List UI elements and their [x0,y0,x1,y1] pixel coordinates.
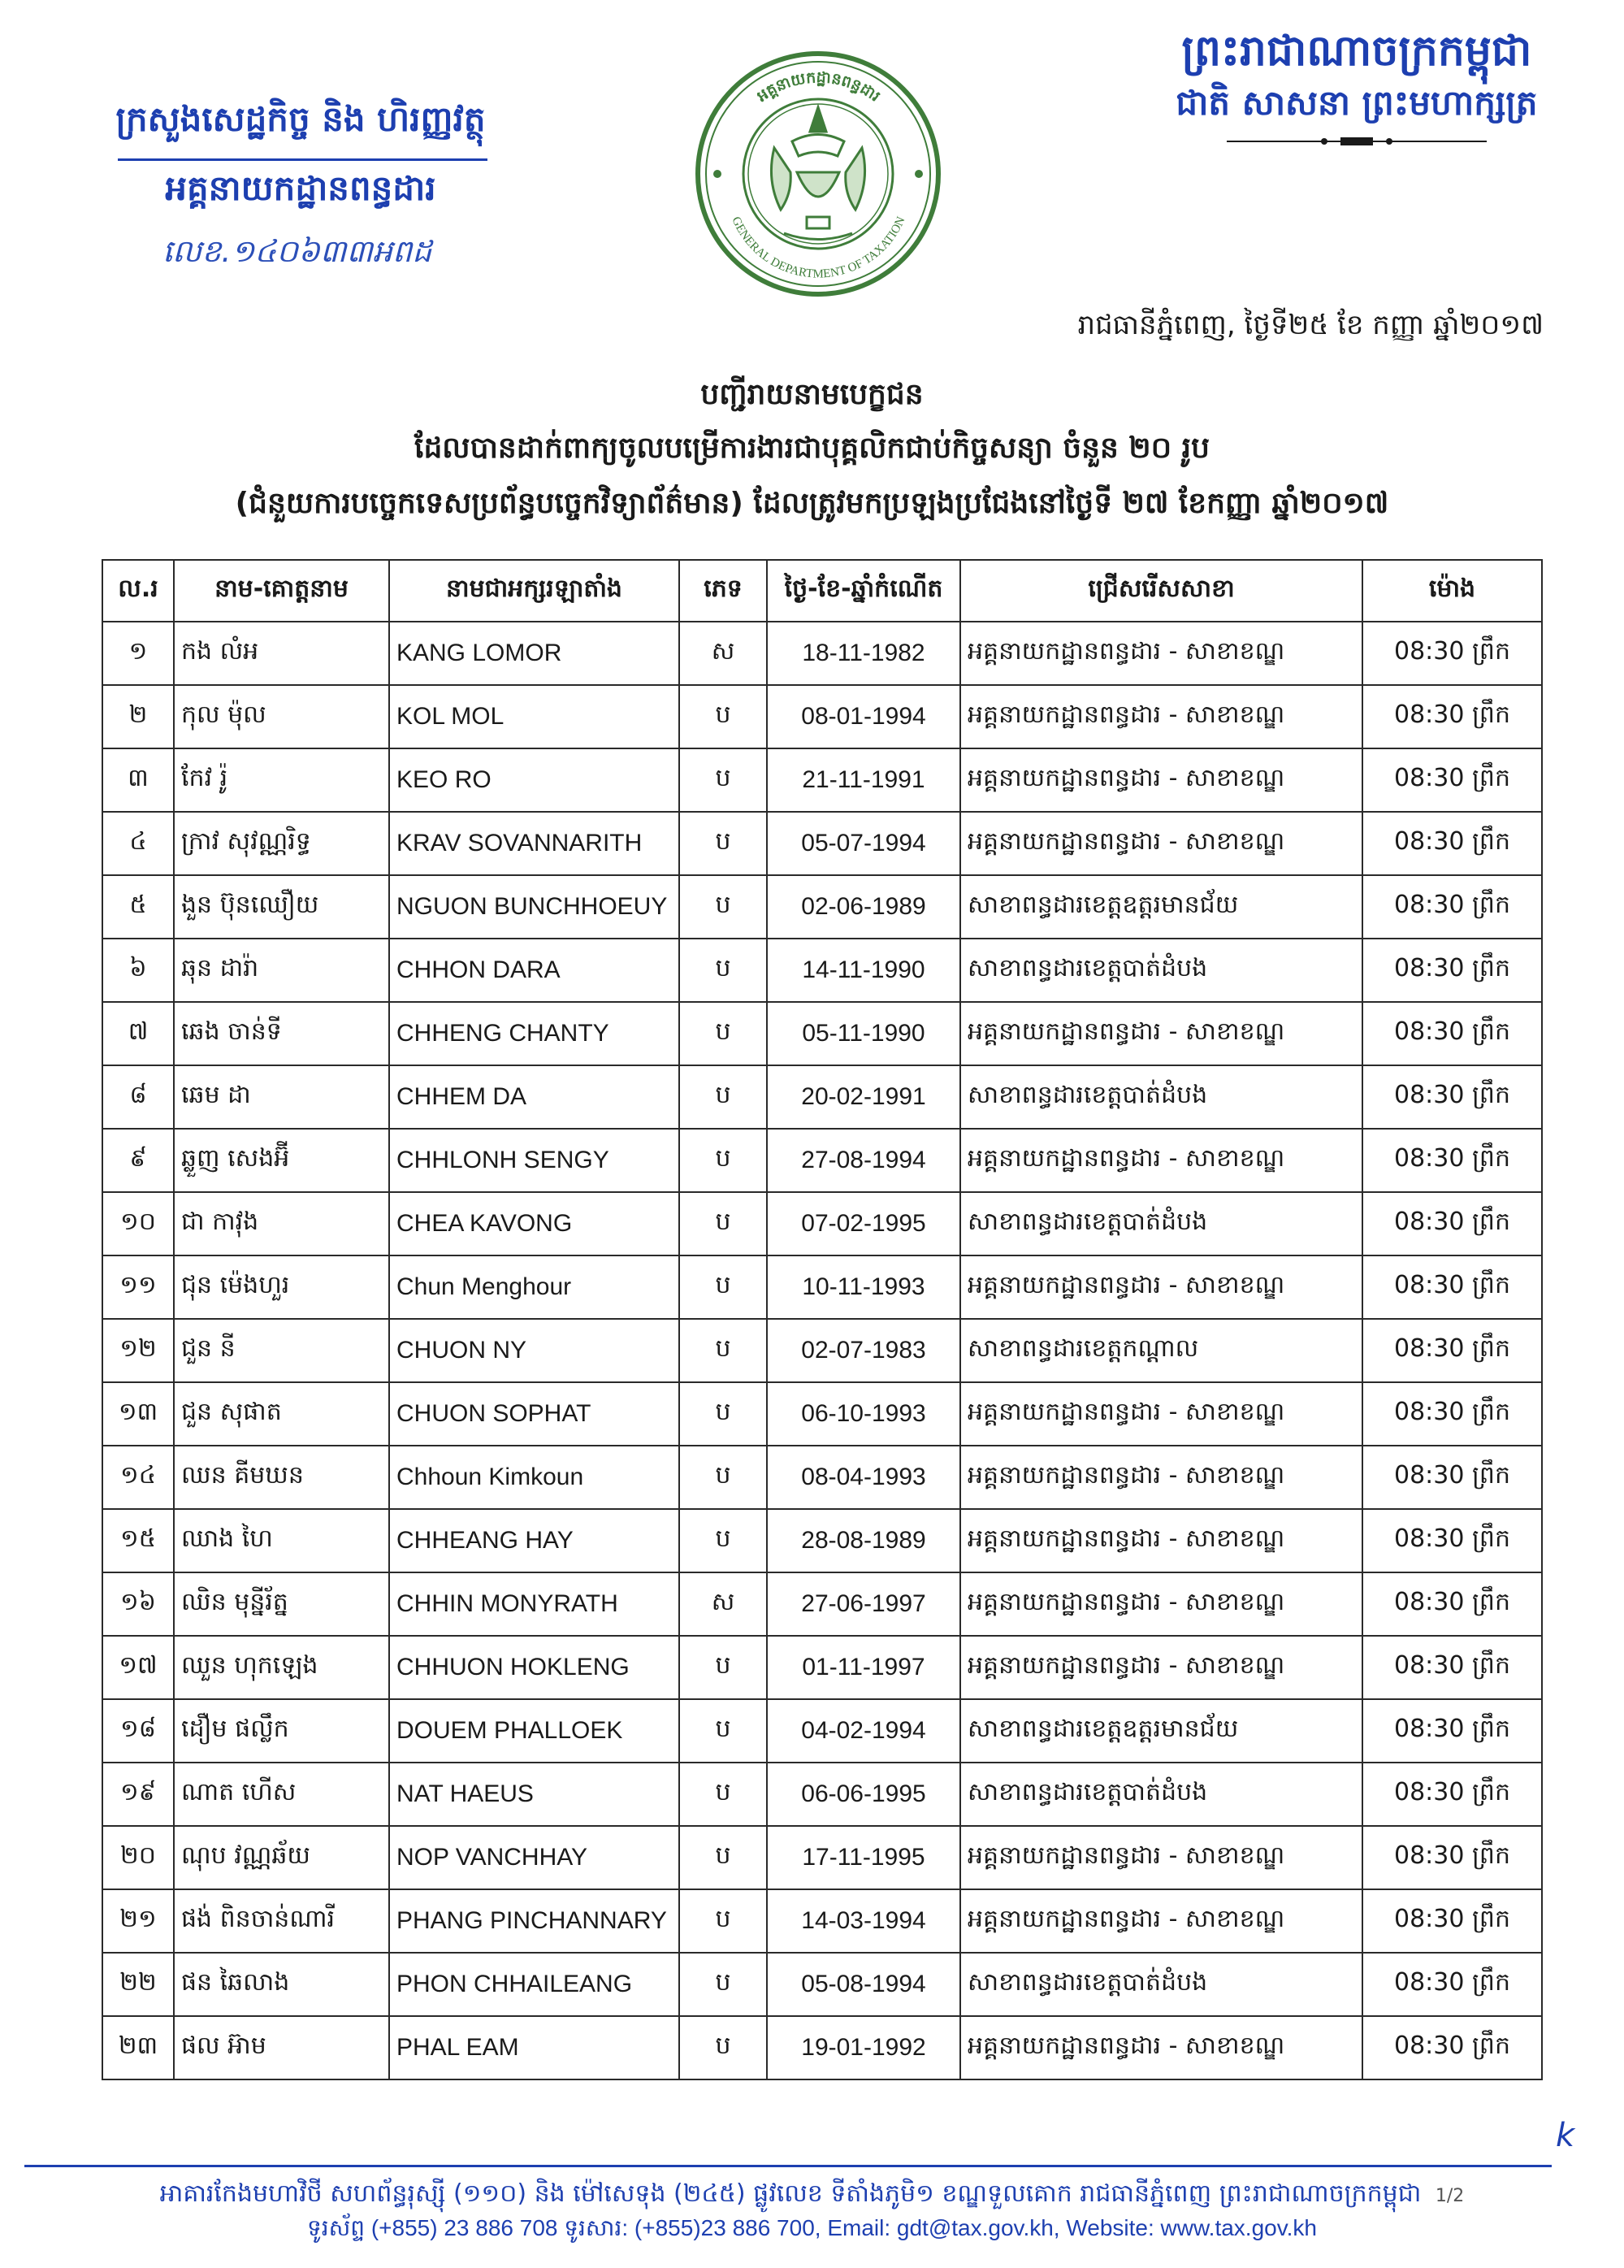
row-number-cell: ១៥ [102,1509,174,1572]
birth-date-cell: 02-07-1983 [767,1319,960,1382]
table-row [102,1002,1542,1065]
sex-cell: ប [679,1509,767,1572]
column-header-branch: ជ្រើសរើសសាខា [960,560,1362,622]
exam-time-cell: 08:30 ព្រឹក [1362,1509,1542,1572]
birth-date-cell: 04-02-1994 [767,1699,960,1763]
branch-cell: អគ្គនាយកដ្ឋានពន្ធដារ - សាខាខណ្ឌ [960,1255,1362,1319]
footer-address [0,2178,1624,2214]
birth-date-cell: 06-10-1993 [767,1382,960,1446]
latin-name-cell: CHHON DARA [389,939,679,1002]
birth-date-cell: 27-08-1994 [767,1129,960,1192]
table-row [102,1319,1542,1382]
table-row [102,1636,1542,1699]
latin-name-cell: CHUON SOPHAT [389,1382,679,1446]
khmer-name-cell: ជា កាវុង [174,1192,389,1255]
latin-name-cell: CHEA KAVONG [389,1192,679,1255]
row-number-cell: ២ [102,685,174,748]
department-name: អគ្គនាយកដ្ឋានពន្ធដារ [165,168,436,208]
sex-cell: ស [679,1572,767,1636]
khmer-name-cell: ដឿម ផល្លឹក [174,1699,389,1763]
table-row [102,875,1542,939]
branch-cell: អគ្គនាយកដ្ឋានពន្ធដារ - សាខាខណ្ឌ [960,1889,1362,1953]
column-header-number: ល.រ [102,560,174,622]
birth-date-cell: 19-01-1992 [767,2016,960,2079]
latin-name-cell: DOUEM PHALLOEK [389,1699,679,1763]
department-seal [695,50,942,298]
row-number-cell: ២២ [102,1953,174,2016]
birth-date-cell: 14-11-1990 [767,939,960,1002]
latin-name-cell: CHHEM DA [389,1065,679,1129]
column-header-time: ម៉ោង [1362,560,1542,622]
sex-cell: ប [679,1002,767,1065]
ministry-name: ក្រសួងសេដ្ឋកិច្ច និង ហិរញ្ញវត្ថុ [115,99,486,139]
khmer-name-cell: ឆេម ដា [174,1065,389,1129]
row-number-cell: ៤ [102,812,174,875]
sex-cell: ប [679,1065,767,1129]
table-row [102,1129,1542,1192]
row-number-cell: ១០ [102,1192,174,1255]
exam-time-cell: 08:30 ព្រឹក [1362,1319,1542,1382]
exam-time-cell: 08:30 ព្រឹក [1362,1763,1542,1826]
birth-date-cell: 05-07-1994 [767,812,960,875]
branch-cell: អគ្គនាយកដ្ឋានពន្ធដារ - សាខាខណ្ឌ [960,1446,1362,1509]
khmer-name-cell: ផល អ៊ាម [174,2016,389,2079]
exam-time-cell: 08:30 ព្រឹក [1362,1889,1542,1953]
branch-cell: សាខាពន្ធដារខេត្តបាត់ដំបង [960,939,1362,1002]
latin-name-cell: KEO RO [389,748,679,812]
row-number-cell: ១១ [102,1255,174,1319]
birth-date-cell: 05-11-1990 [767,1002,960,1065]
row-number-cell: ៩ [102,1129,174,1192]
table-row [102,1699,1542,1763]
branch-cell: សាខាពន្ធដារខេត្តឧត្តរមានជ័យ [960,1699,1362,1763]
table-row [102,2016,1542,2079]
row-number-cell: ១៣ [102,1382,174,1446]
table-row [102,1826,1542,1889]
latin-name-cell: NAT HAEUS [389,1763,679,1826]
exam-time-cell: 08:30 ព្រឹក [1362,748,1542,812]
row-number-cell: ៥ [102,875,174,939]
place-and-date: រាជធានីភ្នំពេញ, ថ្ងៃទី២៥ ខែ កញ្ញា ឆ្នាំ២០១៧ [1077,309,1544,341]
exam-time-cell: 08:30 ព្រឹក [1362,622,1542,685]
table-row [102,1382,1542,1446]
birth-date-cell: 08-01-1994 [767,685,960,748]
branch-cell: អគ្គនាយកដ្ឋានពន្ធដារ - សាខាខណ្ឌ [960,685,1362,748]
khmer-name-cell: កុល ម៉ុល [174,685,389,748]
khmer-name-cell: ផង់ ពិនចាន់ណារី [174,1889,389,1953]
kingdom-title: ព្រះរាជាណាចក្រកម្ពុជា [1181,27,1532,76]
ministry-divider [118,158,487,161]
sex-cell: ប [679,939,767,1002]
branch-cell: អគ្គនាយកដ្ឋានពន្ធដារ - សាខាខណ្ឌ [960,622,1362,685]
exam-time-cell: 08:30 ព្រឹក [1362,1636,1542,1699]
branch-cell: អគ្គនាយកដ្ឋានពន្ធដារ - សាខាខណ្ឌ [960,1382,1362,1446]
list-subtitle: ដែលបានដាក់ពាក្យចូលបម្រើការងារជាបុគ្គលិកជាប់កិច្ចសន្យា ចំនួន ២០ រូប [414,431,1210,465]
khmer-name-cell: ក្រាវ សុវណ្ណរិទ្ធ [174,812,389,875]
exam-time-cell: 08:30 ព្រឹក [1362,2016,1542,2079]
table-row [102,1953,1542,2016]
sex-cell: ប [679,1826,767,1889]
khmer-name-cell: ជួន នី [174,1319,389,1382]
latin-name-cell: PHAL EAM [389,2016,679,2079]
branch-cell: អគ្គនាយកដ្ឋានពន្ធដារ - សាខាខណ្ឌ [960,1826,1362,1889]
latin-name-cell: PHON CHHAILEANG [389,1953,679,2016]
birth-date-cell: 20-02-1991 [767,1065,960,1129]
sex-cell: ប [679,812,767,875]
table-row [102,1509,1542,1572]
table-row [102,1192,1542,1255]
list-subtitle-detail: (ជំនួយការបច្ចេកទេសប្រព័ន្ធបច្ចេកវិទ្យាព័ត៌មាន) ដែលត្រូវមកប្រឡងប្រជែងនៅថ្ងៃទី ២៧ ខែកញ្ញា ឆ្នាំ២០១៧ [235,487,1389,520]
branch-cell: សាខាពន្ធដារខេត្តកណ្តាល [960,1319,1362,1382]
khmer-name-cell: ជុន ម៉េងហួរ [174,1255,389,1319]
table-row [102,812,1542,875]
latin-name-cell: CHHLONH SENGY [389,1129,679,1192]
birth-date-cell: 08-04-1993 [767,1446,960,1509]
sex-cell: ប [679,1889,767,1953]
table-row [102,748,1542,812]
khmer-name-cell: កង លំអ [174,622,389,685]
seal-text-bottom: GENERAL DEPARTMENT OF TAXATION [729,215,908,281]
exam-time-cell: 08:30 ព្រឹក [1362,1192,1542,1255]
column-header-latin-name: នាមជាអក្សរឡាតាំង [389,560,679,622]
sex-cell: ប [679,875,767,939]
birth-date-cell: 14-03-1994 [767,1889,960,1953]
sex-cell: ប [679,1255,767,1319]
row-number-cell: ១៦ [102,1572,174,1636]
khmer-name-cell: ឆេង ចាន់ទី [174,1002,389,1065]
sex-cell: ប [679,748,767,812]
latin-name-cell: CHHUON HOKLENG [389,1636,679,1699]
branch-cell: អគ្គនាយកដ្ឋានពន្ធដារ - សាខាខណ្ឌ [960,1572,1362,1636]
sex-cell: ប [679,2016,767,2079]
branch-cell: សាខាពន្ធដារខេត្តបាត់ដំបង [960,1192,1362,1255]
latin-name-cell: CHUON NY [389,1319,679,1382]
sex-cell: ប [679,1636,767,1699]
branch-cell: អគ្គនាយកដ្ឋានពន្ធដារ - សាខាខណ្ឌ [960,812,1362,875]
table-row [102,939,1542,1002]
branch-cell: អគ្គនាយកដ្ឋានពន្ធដារ - សាខាខណ្ឌ [960,1129,1362,1192]
exam-time-cell: 08:30 ព្រឹក [1362,939,1542,1002]
exam-time-cell: 08:30 ព្រឹក [1362,1255,1542,1319]
exam-time-cell: 08:30 ព្រឹក [1362,1382,1542,1446]
row-number-cell: ៧ [102,1002,174,1065]
exam-time-cell: 08:30 ព្រឹក [1362,1065,1542,1129]
exam-time-cell: 08:30 ព្រឹក [1362,812,1542,875]
footer-contact: ទូរស័ព្ទ (+855) 23 886 708 ទូរសារ: (+855)23 886 700, Email: gdt@tax.gov.kh, Website: www.tax.gov.kh [306,2215,1318,2240]
khmer-name-cell: ជួន សុផាត [174,1382,389,1446]
latin-name-cell: Chhoun Kimkoun [389,1446,679,1509]
branch-cell: អគ្គនាយកដ្ឋានពន្ធដារ - សាខាខណ្ឌ [960,1636,1362,1699]
table-row [102,1572,1542,1636]
khmer-name-cell: ឈួន ហុកឡេង [174,1636,389,1699]
branch-cell: អគ្គនាយកដ្ឋានពន្ធដារ - សាខាខណ្ឌ [960,748,1362,812]
table-row [102,622,1542,685]
table-row [102,1763,1542,1826]
row-number-cell: ៦ [102,939,174,1002]
exam-time-cell: 08:30 ព្រឹក [1362,875,1542,939]
latin-name-cell: CHHENG CHANTY [389,1002,679,1065]
sex-cell: ប [679,1699,767,1763]
latin-name-cell: KRAV SOVANNARITH [389,812,679,875]
table-header-row [102,560,1542,622]
row-number-cell: ២៣ [102,2016,174,2079]
birth-date-cell: 10-11-1993 [767,1255,960,1319]
exam-time-cell: 08:30 ព្រឹក [1362,1002,1542,1065]
footer-divider [24,2165,1552,2167]
table-row [102,1255,1542,1319]
latin-name-cell: NOP VANCHHAY [389,1826,679,1889]
row-number-cell: ២០ [102,1826,174,1889]
document-number: លេខ.១៤០៦៣៣អពដ [162,233,432,269]
seal-text-top: អគ្គនាយកដ្ឋានពន្ធដារ [753,68,884,106]
national-motto: ជាតិ សាសនា ព្រះមហាក្សត្រ [1176,83,1538,123]
khmer-name-cell: ឈាង ហៃ [174,1509,389,1572]
page-number: 1/2 [1435,2186,1465,2206]
exam-time-cell: 08:30 ព្រឹក [1362,685,1542,748]
sex-cell: ប [679,1446,767,1509]
branch-cell: សាខាពន្ធដារខេត្តបាត់ដំបង [960,1953,1362,2016]
column-header-birth-date: ថ្ងៃ-ខែ-ឆ្នាំកំណើត [767,560,960,622]
row-number-cell: ៣ [102,748,174,812]
birth-date-cell: 05-08-1994 [767,1953,960,2016]
latin-name-cell: KANG LOMOR [389,622,679,685]
khmer-name-cell: កែវ រ៉ូ [174,748,389,812]
birth-date-cell: 21-11-1991 [767,748,960,812]
latin-name-cell: KOL MOL [389,685,679,748]
exam-time-cell: 08:30 ព្រឹក [1362,1699,1542,1763]
branch-cell: អគ្គនាយកដ្ឋានពន្ធដារ - សាខាខណ្ឌ [960,1002,1362,1065]
branch-cell: សាខាពន្ធដារខេត្តបាត់ដំបង [960,1065,1362,1129]
candidate-table [102,559,1543,2080]
exam-time-cell: 08:30 ព្រឹក [1362,1826,1542,1889]
footer-address-text: អាគារកែងមហាវិថី សហព័ន្ធរុស្ស៊ី (១១០) និង ម៉ៅសេទុង (២៤៥) ផ្លូវលេខ ទីតាំងភូមិ១ ខណ្ឌទួលគោក រាជធានីភ្នំពេញ ព្រះរាជាណាចក្រកម្ពុជា [159,2179,1422,2208]
sex-cell: ប [679,1763,767,1826]
khmer-name-cell: ឆុន ដារ៉ា [174,939,389,1002]
birth-date-cell: 27-06-1997 [767,1572,960,1636]
table-row [102,1889,1542,1953]
latin-name-cell: Chun Menghour [389,1255,679,1319]
khmer-name-cell: ងួន ប៊ុនឈឿយ [174,875,389,939]
branch-cell: អគ្គនាយកដ្ឋានពន្ធដារ - សាខាខណ្ឌ [960,2016,1362,2079]
khmer-name-cell: ណាត ហើស [174,1763,389,1826]
latin-name-cell: PHANG PINCHANNARY [389,1889,679,1953]
khmer-name-cell: ឈន គីមឃន [174,1446,389,1509]
latin-name-cell: CHHIN MONYRATH [389,1572,679,1636]
birth-date-cell: 02-06-1989 [767,875,960,939]
sex-cell: ប [679,1129,767,1192]
row-number-cell: ១៨ [102,1699,174,1763]
row-number-cell: ៨ [102,1065,174,1129]
row-number-cell: ២១ [102,1889,174,1953]
exam-time-cell: 08:30 ព្រឹក [1362,1446,1542,1509]
sex-cell: ប [679,1319,767,1382]
sex-cell: ប [679,1382,767,1446]
khmer-name-cell: ណុប វណ្ណឆ័យ [174,1826,389,1889]
latin-name-cell: NGUON BUNCHHOEUY [389,875,679,939]
sex-cell: ស [679,622,767,685]
exam-time-cell: 08:30 ព្រឹក [1362,1953,1542,2016]
birth-date-cell: 07-02-1995 [767,1192,960,1255]
row-number-cell: ១៤ [102,1446,174,1509]
row-number-cell: ១ [102,622,174,685]
row-number-cell: ១៩ [102,1763,174,1826]
exam-time-cell: 08:30 ព្រឹក [1362,1572,1542,1636]
birth-date-cell: 01-11-1997 [767,1636,960,1699]
khmer-name-cell: ឆ្លួញ សេងអ៊ី [174,1129,389,1192]
sex-cell: ប [679,1192,767,1255]
branch-cell: អគ្គនាយកដ្ឋានពន្ធដារ - សាខាខណ្ឌ [960,1509,1362,1572]
birth-date-cell: 17-11-1995 [767,1826,960,1889]
exam-time-cell: 08:30 ព្រឹក [1362,1129,1542,1192]
birth-date-cell: 28-08-1989 [767,1509,960,1572]
birth-date-cell: 06-06-1995 [767,1763,960,1826]
table-row [102,1065,1542,1129]
khmer-name-cell: ឈិន មុន្នីរ័ត្ន [174,1572,389,1636]
column-header-khmer-name: នាម-គោត្តនាម [174,560,389,622]
row-number-cell: ១២ [102,1319,174,1382]
initials-mark: k [1556,2117,1575,2154]
sex-cell: ប [679,685,767,748]
table-row [102,1446,1542,1509]
motto-ornament [1227,135,1487,146]
birth-date-cell: 18-11-1982 [767,622,960,685]
branch-cell: សាខាពន្ធដារខេត្តឧត្តរមានជ័យ [960,875,1362,939]
latin-name-cell: CHHEANG HAY [389,1509,679,1572]
row-number-cell: ១៧ [102,1636,174,1699]
branch-cell: សាខាពន្ធដារខេត្តបាត់ដំបង [960,1763,1362,1826]
sex-cell: ប [679,1953,767,2016]
table-row [102,685,1542,748]
khmer-name-cell: ផន ឆៃលាង [174,1953,389,2016]
column-header-sex: ភេទ [679,560,767,622]
list-title: បញ្ជីរាយនាមបេក្ខជន [700,378,924,411]
